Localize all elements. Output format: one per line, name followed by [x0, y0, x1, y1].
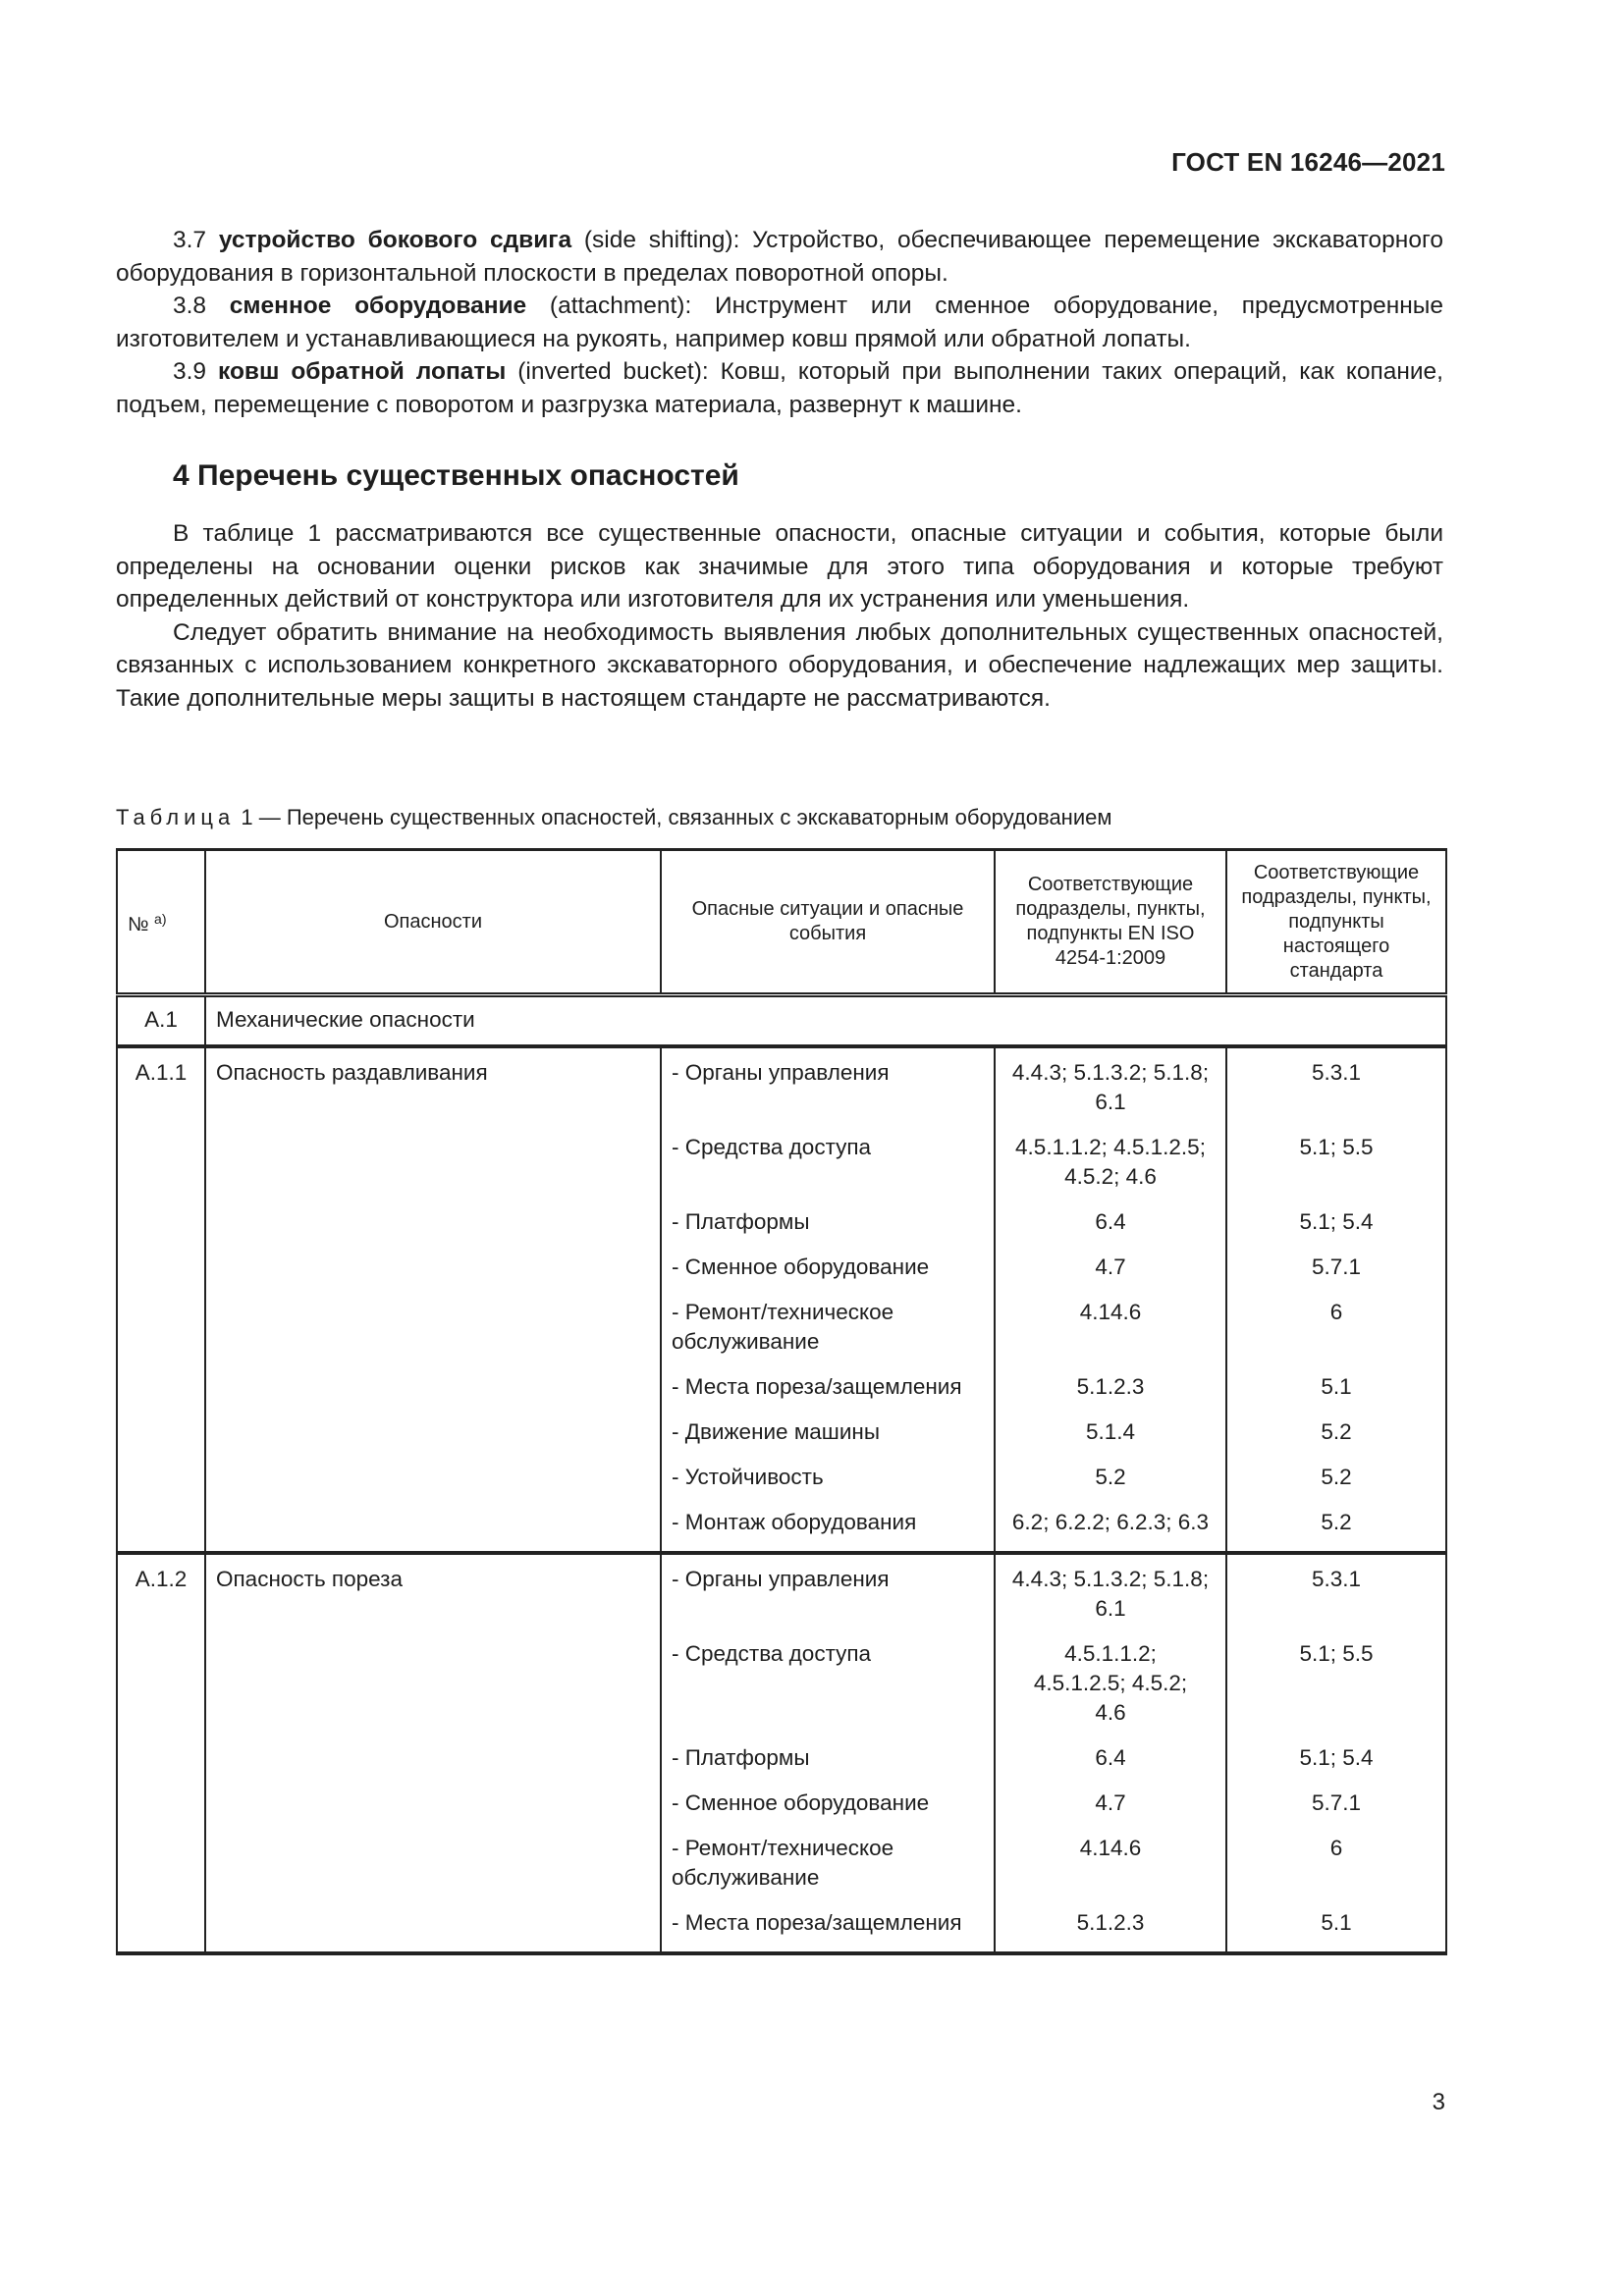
column-header-std-refs: Соответствующие подразделы, пункты, подпункты настоящего стандарта: [1226, 850, 1446, 995]
situation: - Сменное оборудование: [661, 1781, 995, 1826]
definition-number: 3.9: [173, 358, 207, 385]
iso-ref: 4.14.6: [995, 1826, 1226, 1900]
column-header-hazards: Опасности: [205, 850, 661, 995]
iso-ref: 5.2: [995, 1455, 1226, 1500]
situation: - Сменное оборудование: [661, 1245, 995, 1290]
iso-ref: 5.1.2.3: [995, 1900, 1226, 1953]
situation: - Средства доступа: [661, 1631, 995, 1735]
definition-3-7: [116, 224, 1443, 290]
definition-text: : Устройство, обеспечивающее перемещение экскаваторного оборудования в горизонтальной плоскости в пределах поворотной опоры.: [116, 227, 1443, 287]
situation: - Платформы: [661, 1735, 995, 1781]
std-ref: 5.2: [1226, 1410, 1446, 1455]
std-ref: 5.1; 5.5: [1226, 1631, 1446, 1735]
no-label: №: [128, 913, 149, 935]
situation: - Средства доступа: [661, 1125, 995, 1200]
std-ref: 5.1: [1226, 1364, 1446, 1410]
std-ref: 5.3.1: [1226, 1553, 1446, 1631]
table-header-row: [117, 850, 1446, 995]
situation: - Ремонт/техническое обслуживание: [661, 1290, 995, 1364]
situation: - Органы управления: [661, 1046, 995, 1125]
table-caption-label: Таблица: [116, 805, 236, 829]
iso-ref: 4.5.1.1.2; 4.5.1.2.5; 4.5.2; 4.6: [995, 1631, 1226, 1735]
std-ref: 5.1: [1226, 1900, 1446, 1953]
iso-ref: 6.4: [995, 1735, 1226, 1781]
definition-text: : Инструмент или сменное оборудование, предусмотренные изготовителем и устанавливающиеся на рукоять, например ковш прямой или обратной лопаты.: [116, 293, 1443, 352]
table-group-row: [117, 995, 1446, 1047]
definition-english: (side shifting): [583, 227, 733, 253]
std-ref: 5.7.1: [1226, 1781, 1446, 1826]
situation: - Места пореза/защемления: [661, 1900, 995, 1953]
situation: - Органы управления: [661, 1553, 995, 1631]
row-number: А.1.2: [117, 1553, 205, 1953]
situation: - Места пореза/защемления: [661, 1364, 995, 1410]
definition-term: сменное оборудование: [229, 293, 527, 319]
footnote-marker: а): [154, 910, 167, 927]
iso-ref: 5.1.2.3: [995, 1364, 1226, 1410]
iso-ref: 6.4: [995, 1200, 1226, 1245]
definition-number: 3.8: [173, 293, 207, 319]
definition-english: (attachment): [549, 293, 685, 319]
std-ref: 5.1; 5.5: [1226, 1125, 1446, 1200]
table-caption-text: 1 — Перечень существенных опасностей, связанных с экскаваторным оборудованием: [235, 805, 1112, 829]
group-title: Механические опасности: [205, 995, 1446, 1047]
definition-3-9: [116, 355, 1443, 421]
std-ref: 5.7.1: [1226, 1245, 1446, 1290]
page-number: 3: [1432, 2089, 1445, 2115]
section-heading: 4 Перечень существенных опасностей: [173, 459, 739, 492]
column-header-iso-refs: Соответствующие подразделы, пункты, подпункты EN ISO 4254-1:2009: [995, 850, 1226, 995]
definition-number: 3.7: [173, 227, 207, 253]
std-ref: 5.1; 5.4: [1226, 1735, 1446, 1781]
paragraph: В таблице 1 рассматриваются все существенные опасности, опасные ситуации и события, которые были определены на основании оценки рисков как значимые для этого типа оборудования и которые требуют определенных действий от конструктора или изготовителя для их устранения или уменьшения.: [116, 520, 1443, 613]
group-number: А.1: [117, 995, 205, 1047]
column-header-no: [117, 850, 205, 995]
iso-ref: 4.14.6: [995, 1290, 1226, 1364]
situation: - Платформы: [661, 1200, 995, 1245]
iso-ref: 4.7: [995, 1781, 1226, 1826]
row-number: А.1.1: [117, 1046, 205, 1553]
definition-text: : Ковш, который при выполнении таких операций, как копание, подъем, перемещение с поворотом и разгрузка материала, развернут к машине.: [116, 358, 1443, 418]
hazard-name: Опасность пореза: [205, 1553, 661, 1953]
std-ref: 6: [1226, 1290, 1446, 1364]
iso-ref: 4.7: [995, 1245, 1226, 1290]
table-row: [117, 1553, 1446, 1631]
table-row: [117, 1046, 1446, 1125]
document-code: ГОСТ EN 16246—2021: [1171, 147, 1445, 177]
definition-term: устройство бокового сдвига: [218, 227, 572, 253]
iso-ref: 6.2; 6.2.2; 6.2.3; 6.3: [995, 1500, 1226, 1553]
definition-term: ковш обратной лопаты: [218, 358, 507, 385]
iso-ref: 5.1.4: [995, 1410, 1226, 1455]
hazard-name: Опасность раздавливания: [205, 1046, 661, 1553]
situation: - Монтаж оборудования: [661, 1500, 995, 1553]
iso-ref: 4.4.3; 5.1.3.2; 5.1.8; 6.1: [995, 1046, 1226, 1125]
situation: - Ремонт/техническое обслуживание: [661, 1826, 995, 1900]
section-intro: [116, 517, 1443, 715]
definitions-block: [116, 224, 1443, 421]
definition-3-8: [116, 290, 1443, 355]
paragraph: Следует обратить внимание на необходимость выявления любых дополнительных существенных опасностей, связанных с использованием конкретного экскаваторного оборудования, и обеспечение надлежащих мер защиты. Такие дополнительные меры защиты в настоящем стандарте не рассматриваются.: [116, 618, 1443, 712]
std-ref: 5.2: [1226, 1500, 1446, 1553]
situation: - Устойчивость: [661, 1455, 995, 1500]
column-header-situations: Опасные ситуации и опасные события: [661, 850, 995, 995]
std-ref: 5.3.1: [1226, 1046, 1446, 1125]
iso-ref: 4.5.1.1.2; 4.5.1.2.5; 4.5.2; 4.6: [995, 1125, 1226, 1200]
std-ref: 5.1; 5.4: [1226, 1200, 1446, 1245]
std-ref: 5.2: [1226, 1455, 1446, 1500]
table-caption: [116, 805, 1111, 830]
situation: - Движение машины: [661, 1410, 995, 1455]
hazards-table: [116, 848, 1447, 1955]
iso-ref: 4.4.3; 5.1.3.2; 5.1.8; 6.1: [995, 1553, 1226, 1631]
std-ref: 6: [1226, 1826, 1446, 1900]
definition-english: (inverted bucket): [517, 358, 702, 385]
